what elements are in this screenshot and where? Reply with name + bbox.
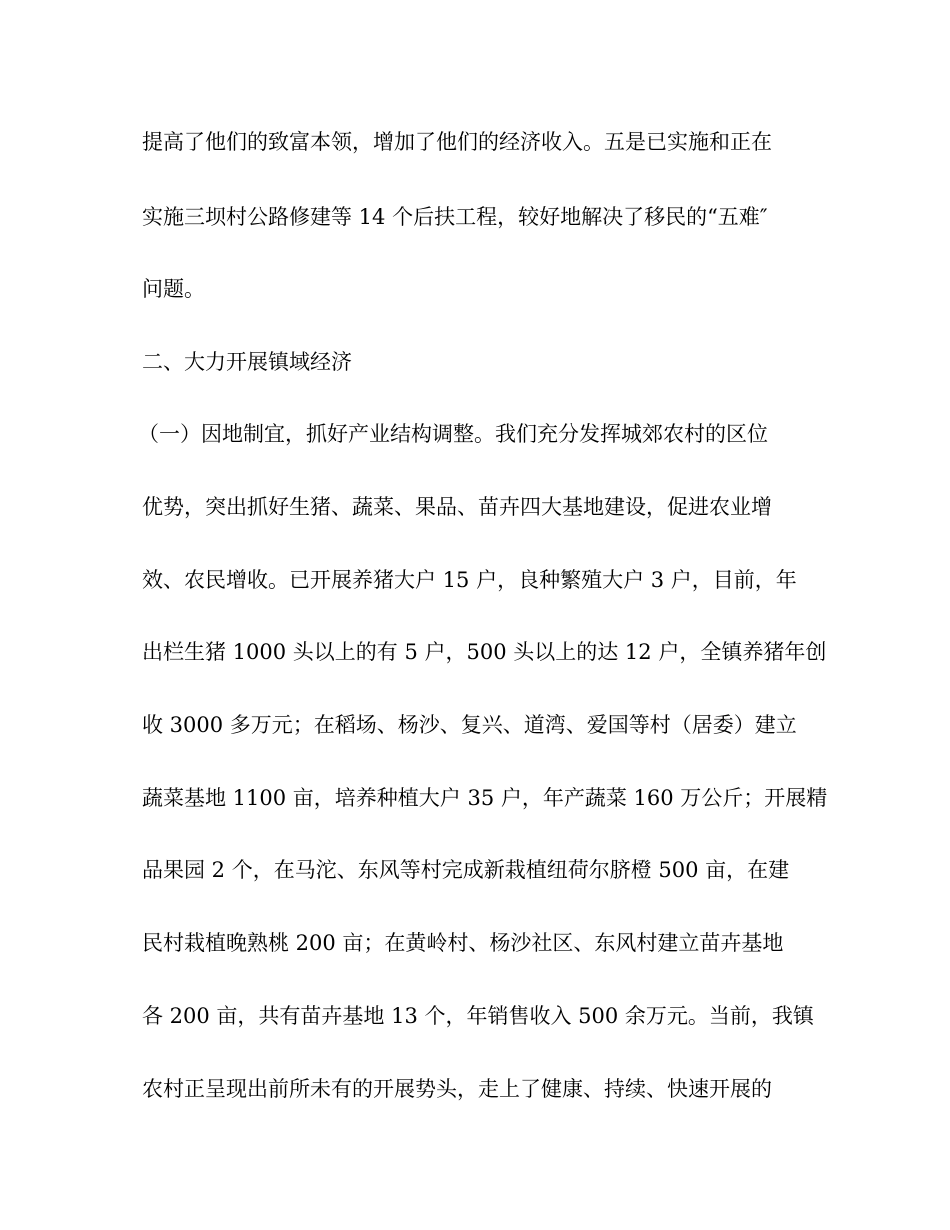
text-line: 效、农民增收。已开展养猪大户 15 户，良种繁殖大户 3 户，目前，年: [142, 568, 797, 592]
subsection-heading-line: （一）因地制宜，抓好产业结构调整。我们充分发挥城郊农村的区位: [138, 422, 768, 446]
text-line: 实施三坝村公路修建等 14 个后扶工程，较好地解决了移民的“五难″: [142, 205, 768, 229]
text-line: 农村正呈现出前所未有的开展势头，走上了健康、持续、快速开展的: [142, 1077, 772, 1101]
text-line: 提高了他们的致富本领，增加了他们的经济收入。五是已实施和正在: [142, 130, 772, 154]
text-line: 收 3000 多万元；在稻场、杨沙、复兴、道湾、爱国等村（居委）建立: [142, 713, 797, 737]
section-heading: 二、大力开展镇域经济: [142, 350, 352, 374]
text-line: 优势，突出抓好生猪、蔬菜、果品、苗卉四大基地建设，促进农业增: [142, 495, 772, 519]
text-line: 各 200 亩，共有苗卉基地 13 个，年销售收入 500 余万元。当前，我镇: [142, 1004, 814, 1028]
text-line: 出栏生猪 1000 头以上的有 5 户，500 头以上的达 12 户，全镇养猪年创: [142, 640, 827, 664]
text-line: 问题。: [142, 277, 205, 301]
text-line: 品果园 2 个，在马沱、东风等村完成新栽植纽荷尔脐橙 500 亩，在建: [142, 858, 790, 882]
text-line: 民村栽植晚熟桃 200 亩；在黄岭村、杨沙社区、东风村建立苗卉基地: [142, 931, 784, 955]
text-line: 蔬菜基地 1100 亩，培养种植大户 35 户，年产蔬菜 160 万公斤；开展精: [142, 786, 828, 810]
